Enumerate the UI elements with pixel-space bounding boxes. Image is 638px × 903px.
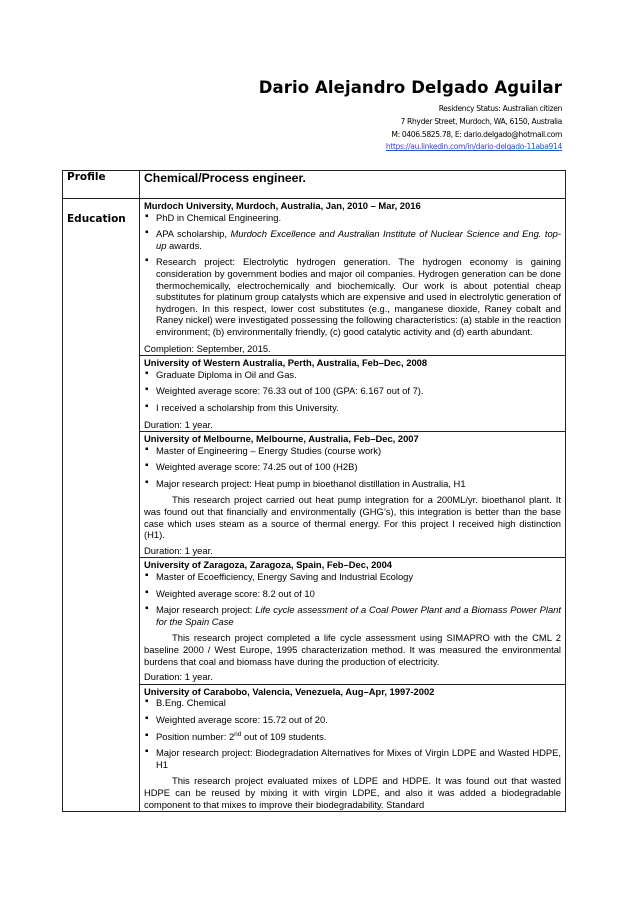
education-entry-uwa	[140, 356, 566, 432]
list-item: ▪ I received a scholarship from this University.	[144, 402, 561, 414]
list-item: ▪ Research project: Electrolytic hydrogen generation. The hydrogen economy is gaining consideration by government bodies and major oil companies. Hydrogen generation can be done thermochemically, electrochemically and biochemically. Our work is about potential cheap substitutes for platinum group catalysts which are expensive and used in electrolytic generation of hydrogen. In this respect, lower cost substitutes (e.g., manganese dioxide, Raney cobalt and Raney nickel) were investigated possessing the following characteristics: (a) stable in the reaction environment; (b) environmentally friendly, (c) good catalytic activity and (d) earth abundant.	[144, 256, 561, 337]
murdoch-list	[144, 212, 561, 338]
scholarship-awards: Murdoch Excellence and Australian Institute of Nuclear Science and Eng. top-up	[156, 228, 562, 251]
list-item: ▪ Graduate Diploma in Oil and Gas.	[144, 369, 561, 381]
list-item: ▪ Weighted average score: 76.33 out of 100 (GPA: 6.167 out of 7).	[144, 385, 561, 397]
list-item	[144, 604, 561, 627]
uwa-duration: Duration: 1 year.	[144, 418, 213, 430]
zaragoza-list	[144, 571, 561, 627]
education-label: Education	[63, 199, 140, 812]
melbourne-title: University of Melbourne, Melbourne, Australia, Feb–Dec, 2007	[144, 433, 419, 445]
linkedin-link[interactable]: https://au.linkedin.com/in/dario-delgado-11aba914	[385, 142, 562, 152]
carabobo-list	[144, 697, 561, 770]
education-entry-melbourne	[140, 432, 566, 558]
position-ordinal: nd	[234, 730, 242, 738]
list-item: ▪ Weighted average score: 8.2 out of 10	[144, 588, 561, 600]
melbourne-description: This research project carried out heat pump integration for a 200ML/yr. bioethanol plant. It was found out that financially and environmentally (GHG’s), this integration is better than the base case which uses steam as a source of thermal energy. For this project I received high distinction (H1).	[144, 494, 561, 541]
murdoch-title: Murdoch University, Murdoch, Australia, Jan, 2010 – Mar, 2016	[144, 200, 421, 211]
zaragoza-project-prefix: Major research project:	[156, 604, 256, 616]
zaragoza-duration: Duration: 1 year.	[144, 671, 213, 683]
profile-row	[63, 171, 566, 199]
position-suffix: out of 109 students.	[241, 730, 327, 742]
resume-table	[62, 170, 566, 812]
scholarship-prefix: APA scholarship,	[156, 228, 231, 240]
position-prefix: Position number: 2	[156, 730, 235, 742]
candidate-name: Dario Alejandro Delgado Aguilar	[258, 78, 562, 97]
list-item: ▪ B.Eng. Chemical	[144, 697, 561, 709]
residency-status: Residency Status: Australian citizen	[438, 104, 562, 113]
scholarship-suffix: awards.	[166, 239, 202, 251]
zaragoza-description: This research project completed a life cycle assessment using SIMAPRO with the CML 2 baseline 2000 / West Europe, 1995 characterization method. It was measured the environmental burdens that coal and biomass have during the production of electricity.	[144, 632, 561, 667]
zaragoza-title: University of Zaragoza, Zaragoza, Spain, Feb–Dec, 2004	[144, 559, 393, 571]
education-entry-carabobo	[140, 684, 566, 811]
profile-text: Chemical/Process engineer.	[140, 171, 566, 199]
uwa-title: University of Western Australia, Perth, Australia, Feb–Dec, 2008	[144, 357, 428, 369]
profile-label: Profile	[63, 171, 140, 199]
murdoch-completion: Completion: September, 2015.	[144, 342, 271, 354]
education-entry-murdoch	[140, 199, 566, 356]
list-item	[144, 228, 561, 251]
list-item: ▪ Major research project: Heat pump in bioethanol distillation in Australia, H1	[144, 478, 561, 490]
melbourne-duration: Duration: 1 year.	[144, 544, 213, 556]
uwa-list	[144, 369, 561, 414]
address: 7 Rhyder Street, Murdoch, WA, 6150, Australia	[400, 116, 562, 126]
list-item: ▪ Master of Ecoefficiency, Energy Saving and Industrial Ecology	[144, 571, 561, 583]
education-entry-zaragoza	[140, 558, 566, 684]
zaragoza-project-title: Life cycle assessment of a Coal Power Plant and a Biomass Power Plant for the Spain Case	[156, 604, 561, 627]
list-item: ▪ Weighted average score: 74.25 out of 100 (H2B)	[144, 461, 561, 473]
carabobo-title: University of Carabobo, Valencia, Venezuela, Aug–Apr, 1997-2002	[144, 685, 435, 697]
list-item: ▪ Master of Engineering – Energy Studies (course work)	[144, 445, 561, 457]
contact-header	[259, 78, 562, 154]
carabobo-description: This research project evaluated mixes of LDPE and HDPE. It was found out that wasted HDPE can be reused by mixing it with virgin LDPE, and also it was added a biodegradable component to that mixes to improve their biodegradability. Standard	[144, 775, 561, 810]
list-item: ▪ Major research project: Biodegradation Alternatives for Mixes of Virgin LDPE and Wasted HDPE, H1	[144, 747, 561, 770]
melbourne-list	[144, 445, 561, 490]
phone-email: M: 0406.5825.78, E: dario.delgado@hotmail.com	[391, 129, 562, 139]
list-item: ▪ PhD in Chemical Engineering.	[144, 212, 561, 224]
list-item	[144, 731, 561, 743]
education-row-murdoch	[63, 199, 566, 356]
list-item: ▪ Weighted average score: 15.72 out of 20.	[144, 714, 561, 726]
